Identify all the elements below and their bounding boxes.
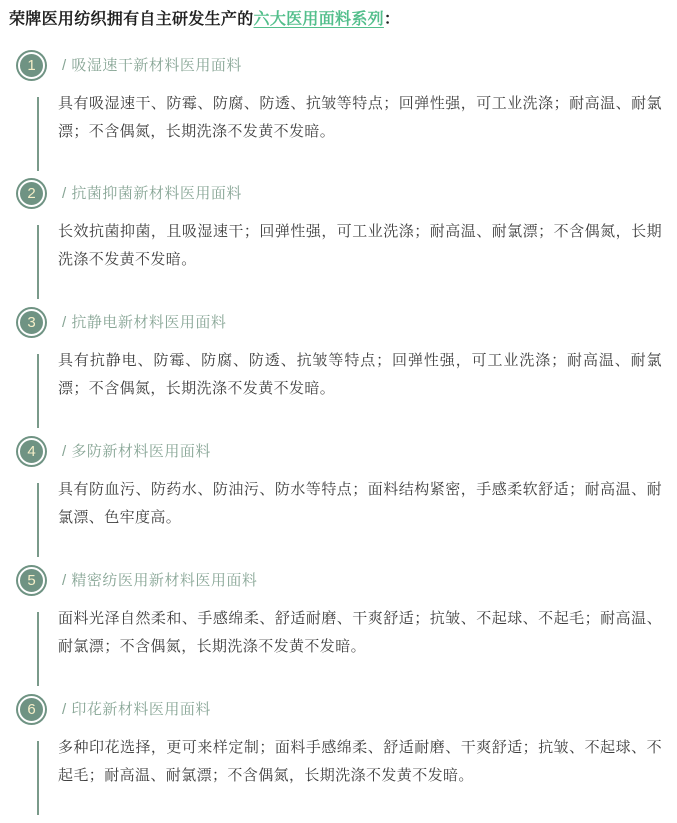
section-number-badge [18,52,45,79]
section-number: 2 [27,185,36,202]
section-heading: / 印花新材料医用面料 [62,701,211,718]
section-number: 6 [27,701,36,718]
section-description: 具有防血污、防药水、防油污、防水等特点；面料结构紧密，手感柔软舒适；耐高温、耐氯漂、色牢度高。 [58,481,662,526]
section-number-badge [18,180,45,207]
section-number-badge [18,438,45,465]
title-prefix: 荣牌医用纺织拥有自主研发生产的 [9,11,254,28]
section-precision-spinning [0,563,677,692]
section-description: 具有抗静电、防霉、防腐、防透、抗皱等特点；回弹性强，可工业洗涤；耐高温、耐氯漂；不含偶氮，长期洗涤不发黄不发暗。 [58,352,662,397]
section-description: 长效抗菌抑菌，且吸湿速干；回弹性强，可工业洗涤；耐高温、耐氯漂；不含偶氮，长期洗涤不发黄不发暗。 [58,223,662,268]
section-heading: / 精密纺医用新材料医用面料 [62,572,258,589]
section-number-badge [18,567,45,594]
section-moisture-wicking [0,48,677,177]
timeline-connector-line [37,354,39,428]
timeline-connector-line [37,741,39,815]
section-description: 具有吸湿速干、防霉、防腐、防透、抗皱等特点；回弹性强，可工业洗涤；耐高温、耐氯漂；不含偶氮，长期洗涤不发黄不发暗。 [58,95,662,140]
section-heading: / 吸湿速干新材料医用面料 [62,57,242,74]
section-heading: / 多防新材料医用面料 [62,443,211,460]
section-antistatic [0,305,677,434]
timeline-connector-line [37,97,39,171]
timeline-connector-line [37,483,39,557]
section-number-badge [18,309,45,336]
section-number: 3 [27,314,36,331]
section-number: 4 [27,443,36,460]
section-printed [0,692,677,821]
timeline-connector-line [37,612,39,686]
section-number: 5 [27,572,36,589]
page-title [9,6,400,29]
timeline-connector-line [37,225,39,299]
section-heading: / 抗菌抑菌新材料医用面料 [62,185,242,202]
section-number: 1 [27,57,36,74]
title-suffix: ： [383,11,401,28]
fabric-series-link[interactable]: 六大医用面料系列 [253,11,384,28]
section-heading: / 抗静电新材料医用面料 [62,314,227,331]
section-number-badge [18,696,45,723]
section-description: 面料光泽自然柔和、手感绵柔、舒适耐磨、干爽舒适；抗皱、不起球、不起毛；耐高温、耐氯漂；不含偶氮，长期洗涤不发黄不发暗。 [58,610,662,655]
section-multi-protection [0,434,677,563]
section-description: 多种印花选择，更可来样定制；面料手感绵柔、舒适耐磨、干爽舒适；抗皱、不起球、不起毛；耐高温、耐氯漂；不含偶氮，长期洗涤不发黄不发暗。 [58,739,662,784]
section-antibacterial [0,176,677,305]
